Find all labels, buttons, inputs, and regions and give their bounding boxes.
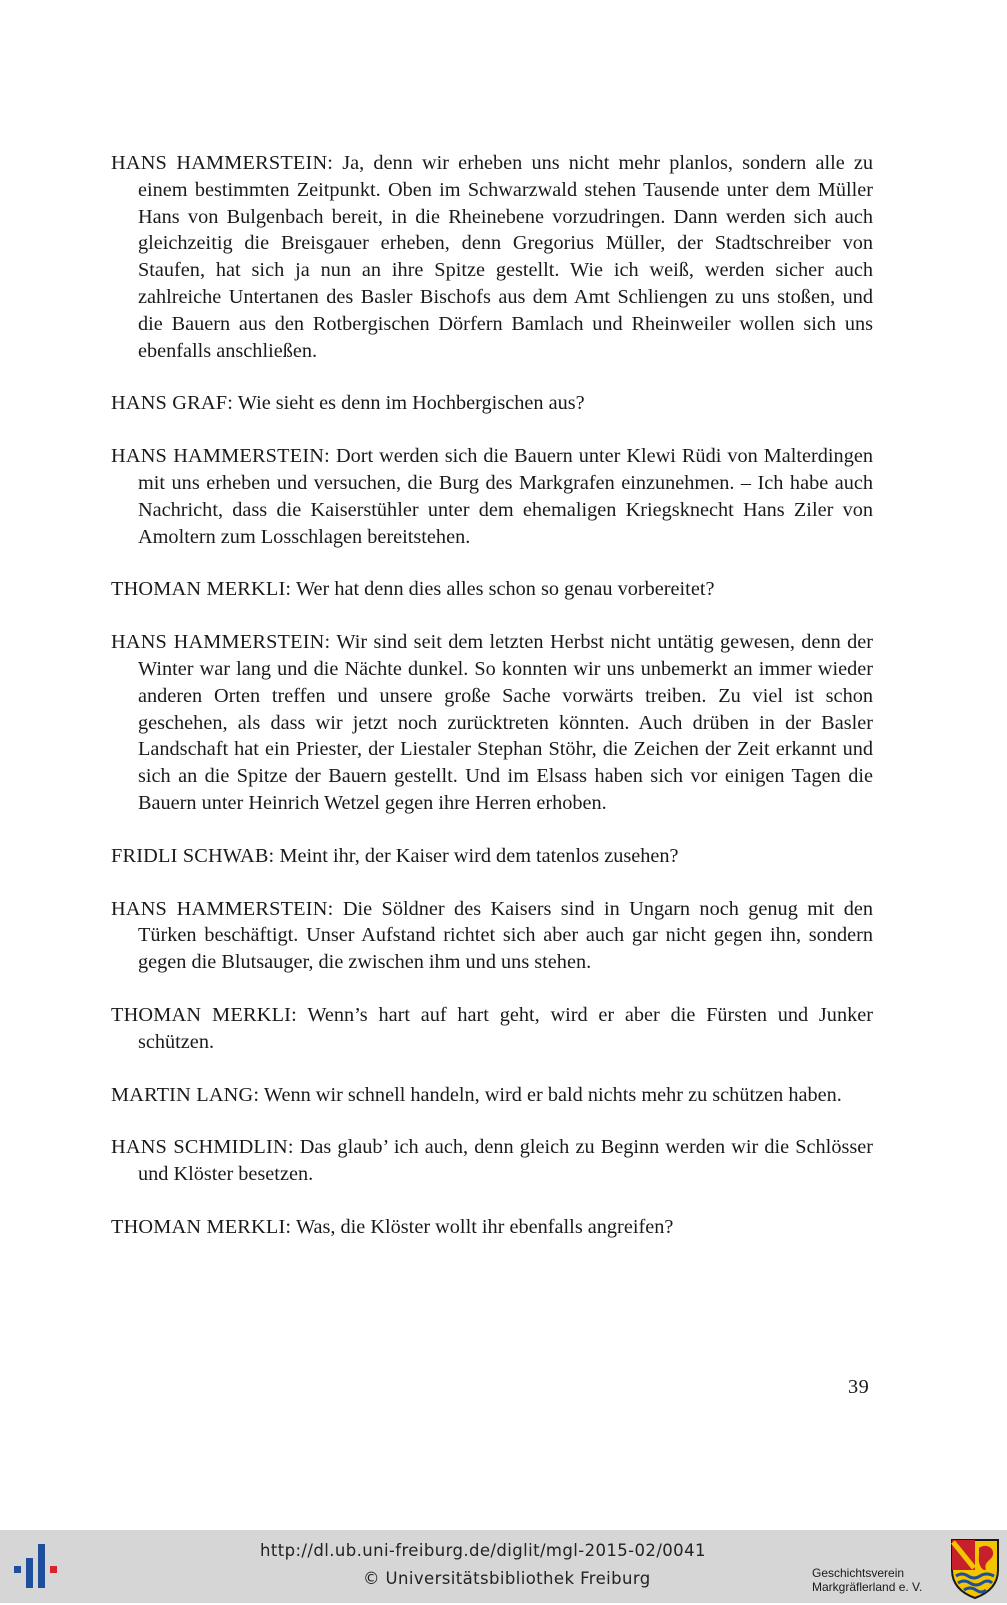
society-name-line-1: Geschichtsverein: [812, 1566, 905, 1580]
dialogue-text: Wenn’s hart auf hart geht, wird er aber die Fürsten und Junker schützen.: [138, 1003, 873, 1053]
dialogue-paragraph: [111, 629, 873, 817]
speaker-name: MARTIN LANG:: [111, 1083, 260, 1106]
permalink-link[interactable]: http://dl.ub.uni-freiburg.de/diglit/mgl-2015-02/0041: [260, 1541, 706, 1560]
dialogue-paragraph: [111, 1134, 873, 1188]
speaker-name: HANS HAMMERSTEIN:: [111, 445, 330, 468]
speaker-name: HANS GRAF:: [111, 392, 234, 415]
dialogue-paragraph: [111, 843, 873, 870]
dialogue-text: Was, die Klöster wollt ihr ebenfalls angreifen?: [291, 1215, 674, 1238]
speaker-name: HANS HAMMERSTEIN:: [111, 152, 334, 174]
speaker-name: HANS SCHMIDLIN:: [111, 1136, 294, 1159]
dialogue-text: Das glaub’ ich auch, denn gleich zu Beginn werden wir die Schlösser und Klöster besetzen.: [138, 1136, 873, 1186]
speaker-name: THOMAN MERKLI:: [111, 578, 292, 601]
dialogue-paragraph: [111, 150, 873, 364]
dialogue-text: Dort werden sich die Bauern unter Klewi Rüdi von Malterdingen mit uns erheben und versuchen, die Burg des Markgrafen einzunehmen. – Ich habe auch Nachricht, dass die Kaiserstühler unter dem ehemaligen Kriegsknecht Hans Ziler von Amoltern zum Losschlagen bereitstehen.: [138, 445, 873, 548]
logo-bar-blue-tall: [38, 1544, 45, 1588]
logo-square-blue-left: [14, 1566, 21, 1573]
speaker-name: HANS HAMMERSTEIN:: [111, 631, 331, 654]
logo-bar-blue-short: [26, 1558, 33, 1588]
dialogue-text: Meint ihr, der Kaiser wird dem tatenlos zusehen?: [274, 844, 679, 867]
dialogue-text: Die Söldner des Kaisers sind in Ungarn noch genug mit den Türken beschäftigt. Unser Aufstand richtet sich aber auch gar nicht gegen ihn, sondern gegen die Blutsauger, die zwischen ihm und uns stehen.: [138, 897, 874, 974]
page-body: [111, 150, 873, 1267]
ub-freiburg-logo-icon[interactable]: [12, 1544, 64, 1592]
dialogue-paragraph: [111, 1082, 873, 1109]
dialogue-paragraph: [111, 896, 873, 976]
viewer-footer: [0, 1530, 1007, 1603]
society-name-line-2: Markgräflerland e. V.: [812, 1580, 923, 1594]
ub-freiburg-logo-graphic: [12, 1544, 64, 1592]
dialogue-text: Wie sieht es denn im Hochbergischen aus?: [233, 392, 585, 415]
speaker-name: THOMAN MERKLI:: [111, 1215, 292, 1238]
page-number: 39: [848, 1376, 870, 1398]
speaker-name: FRIDLI SCHWAB:: [111, 844, 275, 867]
dialogue-paragraph: [111, 1214, 873, 1241]
dialogue-text: Wenn wir schnell handeln, wird er bald nichts mehr zu schützen haben.: [259, 1083, 842, 1106]
dialogue-paragraph: [111, 390, 873, 417]
speaker-name: THOMAN MERKLI:: [111, 1003, 297, 1026]
society-name: [812, 1566, 952, 1594]
speaker-name: HANS HAMMERSTEIN:: [111, 897, 334, 920]
logo-square-red-right: [50, 1566, 57, 1573]
copyright-text: © Universitätsbibliothek Freiburg: [363, 1569, 651, 1588]
dialogue-text: Wer hat denn dies alles schon so genau vorbereitet?: [291, 578, 715, 601]
dialogue-paragraph: [111, 443, 873, 550]
society-crest-graphic: [948, 1536, 1002, 1600]
dialogue-text: Ja, denn wir erheben uns nicht mehr planlos, sondern alle zu einem bestimmten Zeitpunkt. Oben im Schwarzwald stehen Tausende unter dem Müller Hans von Bulgenbach bereit, in die Rheinebene vorzudringen. Dann werden sich auch gleichzeitig die Breisgauer erheben, denn Gregorius Müller, der Stadtschreiber von Staufen, hat sich ja nun an ihre Spitze gestellt. Wie ich weiß, werden sicher auch zahlreiche Untertanen des Basler Bischofs aus dem Amt Schliengen zu uns stoßen, und die Bauern aus den Rotbergischen Dörfern Bamlach und Rheinweiler wollen sich uns ebenfalls anschließen.: [138, 152, 874, 362]
dialogue-paragraph: [111, 1002, 873, 1056]
dialogue-text: Wir sind seit dem letzten Herbst nicht untätig gewesen, denn der Winter war lang und die Nächte dunkel. So konnten wir uns unbemerkt an immer wieder anderen Orten treffen und unsere große Sache vorwärts treiben. Zu viel ist schon geschehen, als dass wir jetzt noch zurücktreten könnten. Auch drüben in der Basler Landschaft hat ein Priester, der Liestaler Stephan Stöhr, die Zeichen der Zeit erkannt und sich an die Spitze der Bauern gestellt. Und im Elsass haben sich vor einigen Tagen die Bauern unter Heinrich Wetzel gegen ihre Herren erhoben.: [138, 631, 874, 814]
society-crest-icon[interactable]: [948, 1536, 1002, 1600]
dialogue-paragraph: [111, 576, 873, 603]
